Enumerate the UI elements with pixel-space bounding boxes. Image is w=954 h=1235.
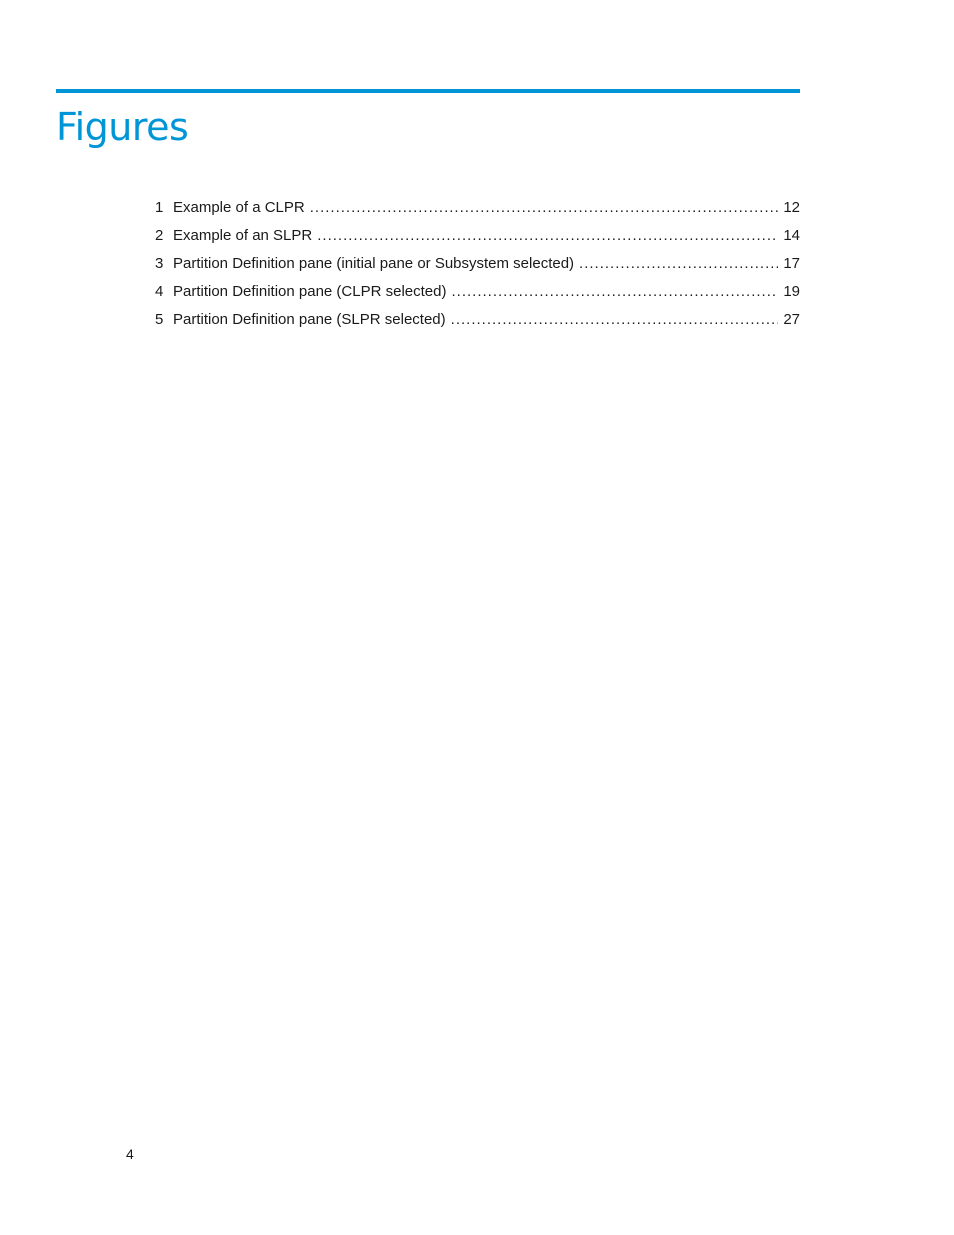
- figure-page[interactable]: 17: [783, 255, 800, 272]
- dot-leader: [317, 224, 778, 248]
- figure-entry[interactable]: [155, 252, 800, 280]
- figure-number: 5: [155, 311, 164, 328]
- figure-page[interactable]: 12: [783, 199, 800, 216]
- figure-page[interactable]: 19: [783, 283, 800, 300]
- figure-title[interactable]: Partition Definition pane (SLPR selected): [173, 311, 446, 328]
- page-title: Figures: [56, 105, 189, 149]
- figure-entry[interactable]: [155, 196, 800, 224]
- dot-leader: [579, 252, 778, 276]
- figure-number: 3: [155, 255, 164, 272]
- figure-entry[interactable]: [155, 280, 800, 308]
- list-of-figures: [155, 196, 800, 336]
- figure-entry[interactable]: [155, 308, 800, 336]
- figure-title[interactable]: Partition Definition pane (CLPR selected): [173, 283, 447, 300]
- figure-number: 2: [155, 227, 164, 244]
- figure-number: 1: [155, 199, 164, 216]
- figure-number: 4: [155, 283, 164, 300]
- dot-leader: [451, 308, 779, 332]
- figure-title[interactable]: Example of an SLPR: [173, 227, 313, 244]
- dot-leader: [451, 280, 778, 304]
- page-number: 4: [126, 1146, 134, 1162]
- figure-page[interactable]: 14: [783, 227, 800, 244]
- figure-title[interactable]: Example of a CLPR: [173, 199, 305, 216]
- figure-entry[interactable]: [155, 224, 800, 252]
- dot-leader: [310, 196, 779, 220]
- figure-page[interactable]: 27: [783, 311, 800, 328]
- figure-title[interactable]: Partition Definition pane (initial pane or Subsystem selected): [173, 255, 575, 272]
- title-rule: [56, 89, 800, 93]
